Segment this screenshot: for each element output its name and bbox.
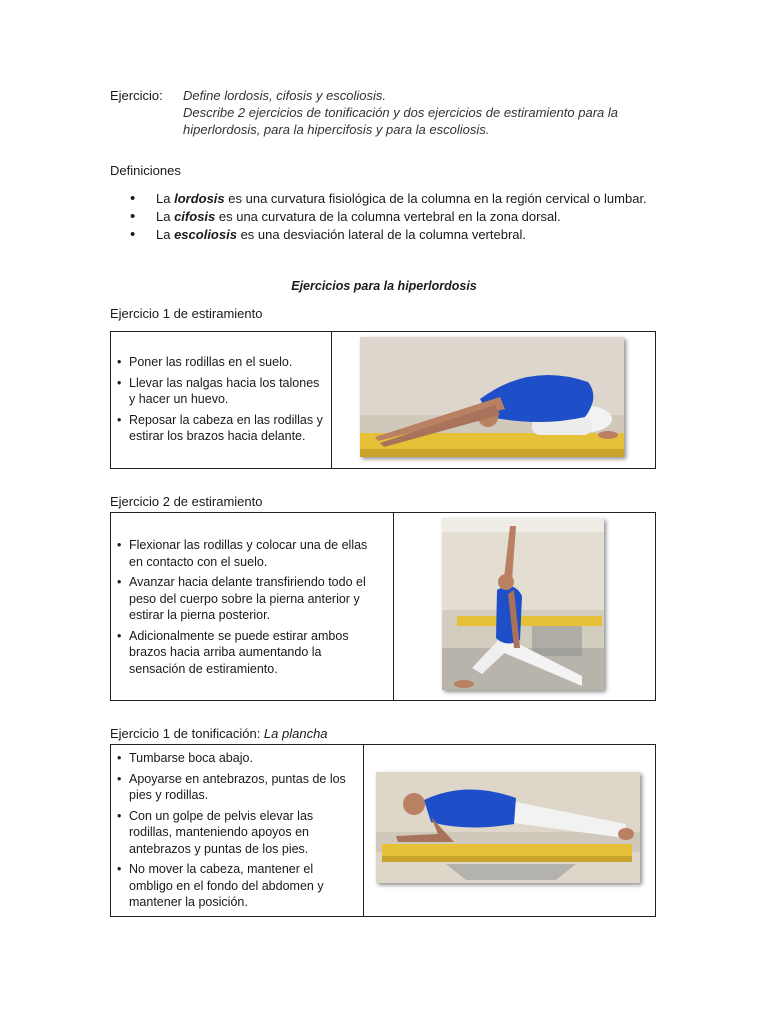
definitions-list	[110, 190, 670, 244]
exercise-3-table	[110, 744, 656, 917]
section-title: Ejercicios para la hiperlordosis	[291, 279, 477, 293]
statement-line-1: Define lordosis, cifosis y escoliosis.	[183, 88, 387, 103]
plank-photo	[376, 772, 640, 883]
step-item: • Reposar la cabeza en las rodillas y estirar los brazos hacia delante.	[117, 412, 327, 445]
definition-term: escoliosis	[174, 227, 237, 242]
statement-line-2: Describe 2 ejercicios de tonificación y dos ejercicios de estiramiento para la	[183, 105, 618, 120]
step-item: • Avanzar hacia delante transfiriendo todo el peso del cuerpo sobre la pierna anterior y estirar la pierna posterior.	[117, 574, 377, 624]
exercise-2-steps	[117, 537, 377, 681]
step-item: • No mover la cabeza, mantener el ombligo en el fondo del abdomen y mantener la posición.	[117, 861, 353, 911]
exercise-2-title: Ejercicio 2 de estiramiento	[110, 494, 263, 509]
exercise-3-title-italic: La plancha	[263, 726, 328, 741]
exercise-3-steps	[117, 750, 353, 915]
step-item: • Llevar las nalgas hacia los talones y hacer un huevo.	[117, 375, 327, 408]
step-item: • Flexionar las rodillas y colocar una de ellas en contacto con el suelo.	[117, 537, 377, 570]
definition-item: • La escoliosis es una desviación lateral de la columna vertebral.	[110, 226, 670, 244]
definitions-title: Definiciones	[110, 163, 181, 178]
exercise-1-steps	[117, 354, 327, 449]
exercise-3-steps-cell	[111, 745, 364, 916]
step-item: • Apoyarse en antebrazos, puntas de los pies y rodillas.	[117, 771, 353, 804]
exercise-label: Ejercicio:	[110, 88, 163, 103]
exercise-2-table	[110, 512, 656, 701]
lunge-stretch-photo	[442, 518, 604, 690]
statement-line-3: hiperlordosis, para la hipercifosis y para la escoliosis.	[183, 122, 490, 137]
step-item: • Tumbarse boca abajo.	[117, 750, 353, 767]
step-item: • Poner las rodillas en el suelo.	[117, 354, 327, 371]
definition-item: • La lordosis es una curvatura fisiológica de la columna en la región cervical o lumbar.	[110, 190, 670, 208]
exercise-1-table	[110, 331, 656, 469]
exercise-2-steps-cell	[111, 513, 394, 700]
definition-item: • La cifosis es una curvatura de la columna vertebral en la zona dorsal.	[110, 208, 670, 226]
step-item: • Adicionalmente se puede estirar ambos brazos hacia arriba aumentando la sensación de estiramiento.	[117, 628, 377, 678]
step-item: • Con un golpe de pelvis elevar las rodillas, manteniendo apoyos en antebrazos y puntas de los pies.	[117, 808, 353, 858]
exercise-1-steps-cell	[111, 332, 332, 468]
definition-term: lordosis	[174, 191, 225, 206]
exercise-3-title: Ejercicio 1 de tonificación: La plancha	[110, 726, 328, 741]
exercise-1-title: Ejercicio 1 de estiramiento	[110, 306, 263, 321]
exercise-statement	[183, 87, 653, 138]
child-pose-photo	[360, 337, 624, 457]
definition-term: cifosis	[174, 209, 216, 224]
